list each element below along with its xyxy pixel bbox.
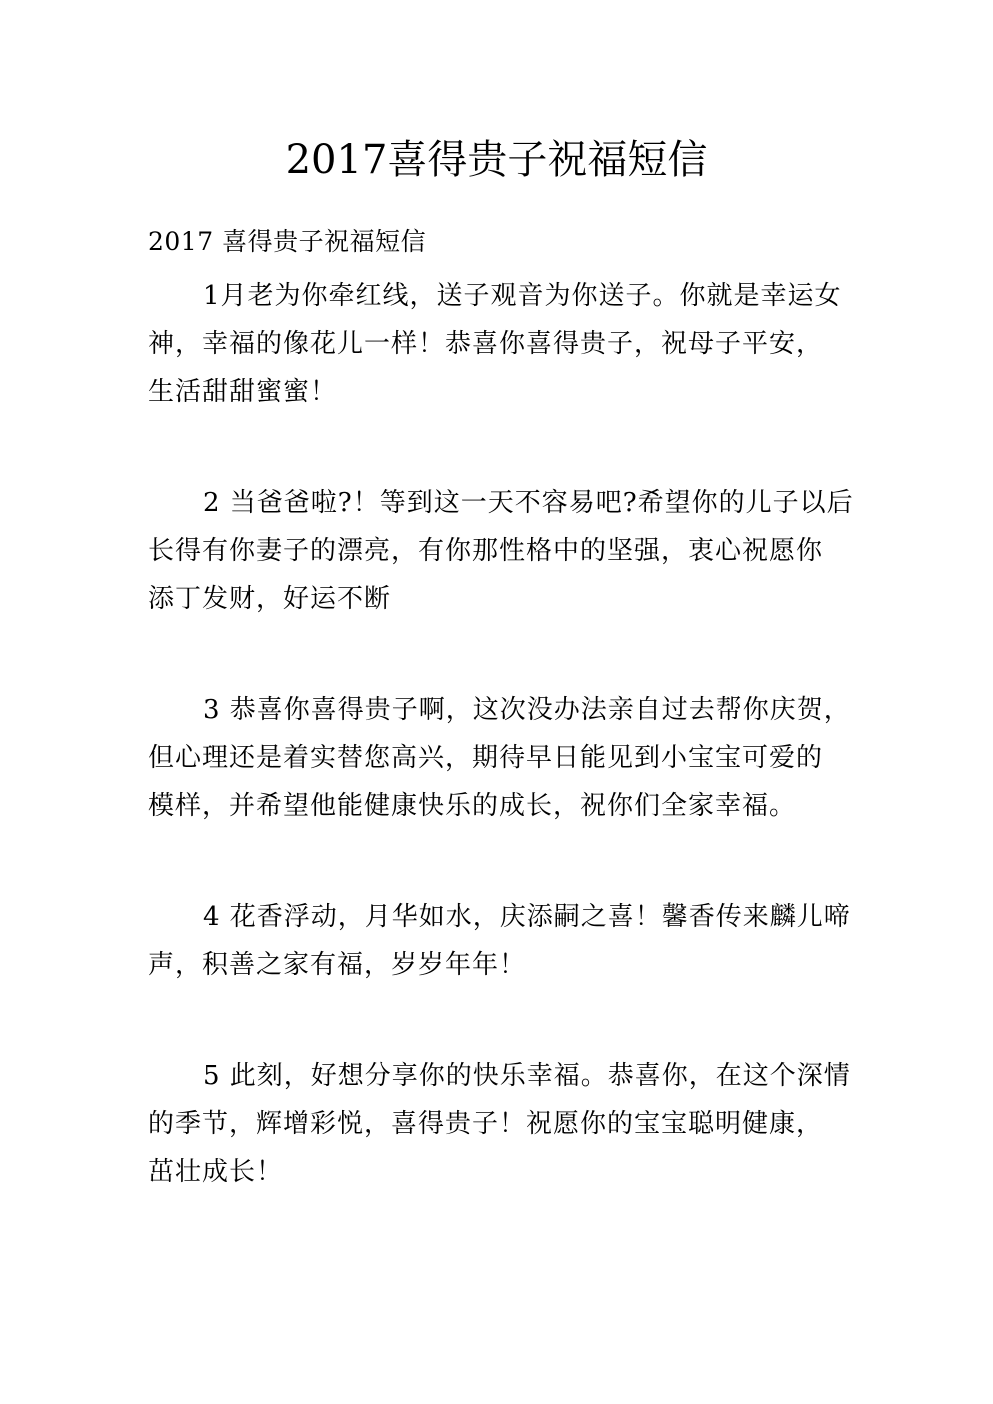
paragraph-line: 1月老为你牵红线，送子观音为你送子。你就是幸运女 (203, 281, 842, 311)
paragraph-line: 的季节，辉增彩悦，喜得贵子！祝愿你的宝宝聪明健康， (148, 1109, 824, 1139)
paragraph-5 (148, 1052, 851, 1196)
paragraph-line: 2 当爸爸啦?！等到这一天不容易吧?希望你的儿子以后 (203, 488, 854, 518)
paragraph-2 (148, 479, 854, 623)
paragraph-line: 神，幸福的像花儿一样！恭喜你喜得贵子，祝母子平安， (148, 329, 824, 359)
paragraph-line: 但心理还是着实替您高兴，期待早日能见到小宝宝可爱的 (148, 743, 824, 773)
paragraph-line: 5 此刻，好想分享你的快乐幸福。恭喜你，在这个深情 (203, 1061, 851, 1091)
paragraph-line: 声，积善之家有福，岁岁年年！ (148, 950, 527, 980)
paragraph-line: 3 恭喜你喜得贵子啊，这次没办法亲自过去帮你庆贺， (203, 695, 851, 725)
paragraph-1 (148, 272, 848, 416)
paragraph-3 (148, 686, 851, 830)
paragraph-line: 长得有你妻子的漂亮，有你那性格中的坚强，衷心祝愿你 (148, 536, 824, 566)
document-subtitle: 2017 喜得贵子祝福短信 (148, 227, 427, 256)
paragraph-line: 生活甜甜蜜蜜！ (148, 377, 338, 407)
paragraph-line: 模样，并希望他能健康快乐的成长，祝你们全家幸福。 (148, 791, 797, 821)
paragraph-4 (148, 893, 851, 989)
document-body (148, 218, 854, 1196)
document-title: 2017喜得贵子祝福短信 (285, 137, 708, 183)
paragraph-line: 4 花香浮动，月华如水，庆添嗣之喜！馨香传来麟儿啼 (203, 902, 851, 932)
paragraph-line: 添丁发财，好运不断 (148, 584, 392, 614)
paragraph-line: 茁壮成长！ (148, 1157, 284, 1187)
